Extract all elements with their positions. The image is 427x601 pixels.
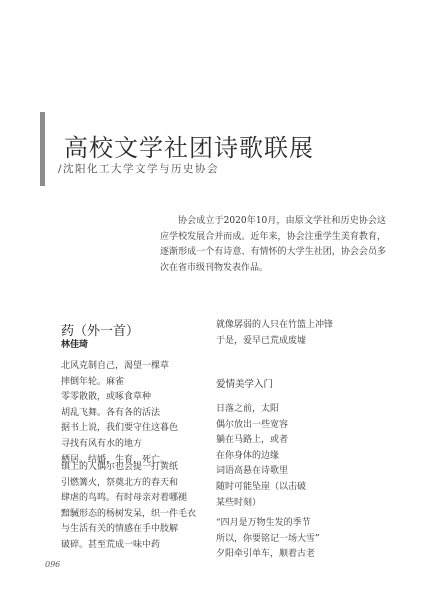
poem-line: 胡乱飞舞。各有各的活法 <box>61 407 161 418</box>
intro-paragraph <box>160 214 386 276</box>
poem-stanza <box>216 402 306 511</box>
page-number: 096 <box>45 560 61 569</box>
poem-line: 随时可能坠崖（以击破 <box>216 481 307 492</box>
intro-text: 协会成立于2020年10月，由原文学社和历史协会这应学校发展合并而成。近年来，协会注重学生美育教育，逐渐形成一个有诗意、有情怀的大学生社团，协会会员多次在省市级刊物发表作品。 <box>160 216 386 273</box>
poem-line: 某些时刻） <box>216 497 262 508</box>
poem-line: 在你身体的边缘 <box>216 450 280 461</box>
poem-line: 躺在马路上，或者 <box>216 435 289 446</box>
poem-line: 偶尔放出一些宽容 <box>216 419 289 430</box>
poem-line: 据书上说，我们要守住这暮色 <box>61 423 179 434</box>
poem-line: 日落之前，太阳 <box>216 404 280 414</box>
poem-title: 药（外一首） <box>61 324 140 339</box>
poem-line: 破碎。甚至荒成一味中药 <box>61 539 161 550</box>
poem-author: 林佳琦 <box>61 340 89 350</box>
poem-line: 镇上的人偶尔也会提一打黄纸 <box>61 462 179 472</box>
poem-stanza <box>216 318 333 349</box>
poem-line: 零零散散，或啄食草种 <box>61 392 152 403</box>
poem-line: 与生活有关的情感在手中肢解 <box>61 524 179 535</box>
page-subtitle: /沈阳化工大学文学与历史协会 <box>58 163 220 175</box>
poem-line: 肆虐的鸟鸣。有时母亲对着哪褪 <box>61 493 188 504</box>
poem-line: 寻找有风有水的地方 <box>61 438 143 449</box>
poem-line: 所以，你要铭记一场大雪” <box>216 533 320 544</box>
poem-line: 词语高悬在诗歌里 <box>216 466 289 477</box>
title-accent-bar <box>40 112 45 186</box>
poem-stanza <box>61 460 196 554</box>
poem-line: 于是，爱早已荒成废墟 <box>216 335 307 346</box>
poem-line: 北风克制自己，渴望一棵草 <box>61 361 170 371</box>
poem-stanza <box>61 359 178 468</box>
poem-title: 爱情美学入门 <box>216 379 274 390</box>
poem-line: 就像孱弱的人只在竹篮上冲锋 <box>216 320 334 330</box>
page-title: 高校文学社团诗歌联展 <box>64 134 314 162</box>
poem-stanza <box>216 516 320 563</box>
poem-line: “四月是万物生发的季节 <box>216 518 311 528</box>
poem-line: 夕阳牵引单车，顺着古老 <box>216 549 316 560</box>
poem-line: 栖居。结婚，生育，死亡。 <box>61 454 170 465</box>
poem-line: 黯駴形态的杨树发呆，织一件毛衣 <box>61 508 197 519</box>
poem-line: 引燃篝火，祭奠北方的春天和 <box>61 477 179 488</box>
poem-line: 摔倒年轮。麻雀 <box>61 376 125 387</box>
